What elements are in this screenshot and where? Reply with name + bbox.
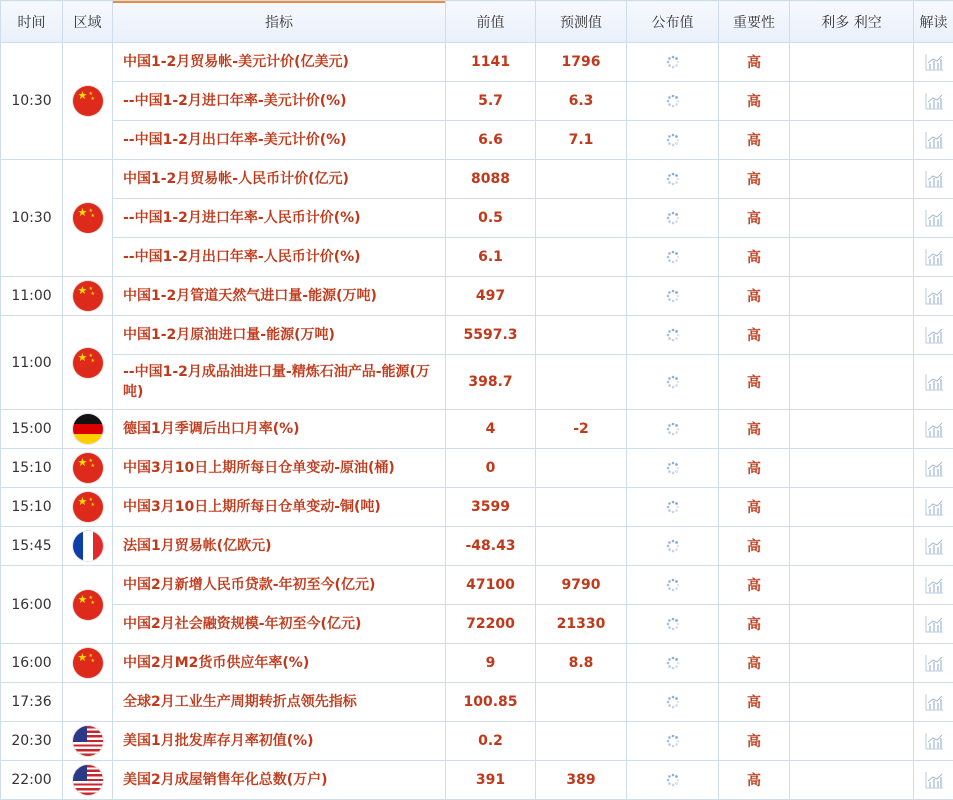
loading-spinner-icon [666, 172, 680, 186]
indicator-name[interactable]: 美国2月成屋销售年化总数(万户) [113, 761, 446, 800]
importance-level: 高 [719, 527, 790, 566]
forecast-value: 7.1 [536, 121, 627, 160]
previous-value: 0 [446, 449, 536, 488]
interpret-cell[interactable] [914, 449, 953, 488]
indicator-name[interactable]: 中国1-2月贸易帐-人民币计价(亿元) [113, 160, 446, 199]
interpret-cell[interactable] [914, 238, 953, 277]
interpret-cell[interactable] [914, 605, 953, 644]
header-bull-bear[interactable]: 利多 利空 [790, 1, 914, 43]
china-flag-icon: ★ ★ ★ [73, 590, 103, 620]
table-row [1, 199, 953, 238]
importance-level: 高 [719, 605, 790, 644]
indicator-name[interactable]: --中国1-2月出口年率-人民币计价(%) [113, 238, 446, 277]
bar-chart-icon[interactable] [924, 53, 944, 71]
bull-bear-cell [790, 683, 914, 722]
interpret-cell[interactable] [914, 761, 953, 800]
actual-value [627, 199, 719, 238]
header-interpret[interactable]: 解读 [914, 1, 953, 43]
bar-chart-icon[interactable] [924, 92, 944, 110]
indicator-name[interactable]: --中国1-2月成品油进口量-精炼石油产品-能源(万吨) [113, 355, 446, 410]
china-flag-icon: ★ ★ ★ [73, 453, 103, 483]
loading-spinner-icon [666, 539, 680, 553]
bull-bear-cell [790, 449, 914, 488]
previous-value: 0.5 [446, 199, 536, 238]
actual-value [627, 121, 719, 160]
actual-value [627, 316, 719, 355]
bar-chart-icon[interactable] [924, 420, 944, 438]
interpret-cell[interactable] [914, 527, 953, 566]
previous-value: 6.6 [446, 121, 536, 160]
bull-bear-cell [790, 43, 914, 82]
table-row [1, 43, 953, 82]
region-flag [63, 527, 113, 566]
usa-flag-icon [73, 726, 103, 756]
usa-flag-icon [73, 765, 103, 795]
importance-level: 高 [719, 722, 790, 761]
loading-spinner-icon [666, 461, 680, 475]
bar-chart-icon[interactable] [924, 170, 944, 188]
loading-spinner-icon [666, 695, 680, 709]
bull-bear-cell [790, 566, 914, 605]
forecast-value [536, 722, 627, 761]
table-row [1, 644, 953, 683]
china-flag-icon: ★ ★ ★ [73, 492, 103, 522]
interpret-cell[interactable] [914, 644, 953, 683]
forecast-value: 21330 [536, 605, 627, 644]
loading-spinner-icon [666, 422, 680, 436]
event-time: 10:30 [1, 160, 63, 277]
importance-level: 高 [719, 277, 790, 316]
importance-level: 高 [719, 644, 790, 683]
forecast-value: 6.3 [536, 82, 627, 121]
event-time: 17:36 [1, 683, 63, 722]
previous-value: 3599 [446, 488, 536, 527]
bar-chart-icon[interactable] [924, 373, 944, 391]
bar-chart-icon[interactable] [924, 771, 944, 789]
interpret-cell[interactable] [914, 683, 953, 722]
forecast-value [536, 316, 627, 355]
header-previous[interactable]: 前值 [446, 1, 536, 43]
bar-chart-icon[interactable] [924, 287, 944, 305]
header-forecast[interactable]: 预测值 [536, 1, 627, 43]
indicator-name[interactable]: 中国3月10日上期所每日仓单变动-铜(吨) [113, 488, 446, 527]
loading-spinner-icon [666, 328, 680, 342]
previous-value: -48.43 [446, 527, 536, 566]
indicator-name[interactable]: 中国1-2月原油进口量-能源(万吨) [113, 316, 446, 355]
table-row [1, 238, 953, 277]
loading-spinner-icon [666, 617, 680, 631]
china-flag-icon: ★ ★ ★ [73, 348, 103, 378]
region-flag [63, 722, 113, 761]
region-flag [63, 488, 113, 527]
event-time: 15:10 [1, 488, 63, 527]
header-actual[interactable]: 公布值 [627, 1, 719, 43]
table-row [1, 488, 953, 527]
interpret-cell[interactable] [914, 488, 953, 527]
bull-bear-cell [790, 238, 914, 277]
loading-spinner-icon [666, 289, 680, 303]
bull-bear-cell [790, 410, 914, 449]
loading-spinner-icon [666, 250, 680, 264]
previous-value: 398.7 [446, 355, 536, 410]
indicator-name[interactable]: 法国1月贸易帐(亿欧元) [113, 527, 446, 566]
importance-level: 高 [719, 683, 790, 722]
loading-spinner-icon [666, 211, 680, 225]
table-row [1, 410, 953, 449]
importance-level: 高 [719, 410, 790, 449]
indicator-name[interactable]: --中国1-2月进口年率-美元计价(%) [113, 82, 446, 121]
importance-level: 高 [719, 238, 790, 277]
loading-spinner-icon [666, 375, 680, 389]
actual-value [627, 82, 719, 121]
event-time: 20:30 [1, 722, 63, 761]
previous-value: 47100 [446, 566, 536, 605]
region-flag [63, 566, 113, 644]
actual-value [627, 160, 719, 199]
interpret-cell[interactable] [914, 160, 953, 199]
indicator-name[interactable]: --中国1-2月进口年率-人民币计价(%) [113, 199, 446, 238]
forecast-value: 1796 [536, 43, 627, 82]
forecast-value: 8.8 [536, 644, 627, 683]
bar-chart-icon[interactable] [924, 576, 944, 594]
region-flag [63, 644, 113, 683]
table-row [1, 527, 953, 566]
bull-bear-cell [790, 355, 914, 410]
france-flag-icon [73, 531, 103, 561]
table-row [1, 316, 953, 355]
forecast-value [536, 449, 627, 488]
region-flag [63, 410, 113, 449]
previous-value: 4 [446, 410, 536, 449]
forecast-value [536, 277, 627, 316]
table-row [1, 566, 953, 605]
table-row [1, 160, 953, 199]
bull-bear-cell [790, 488, 914, 527]
event-time: 22:00 [1, 761, 63, 800]
table-row [1, 605, 953, 644]
event-time: 16:00 [1, 566, 63, 644]
event-time: 11:00 [1, 277, 63, 316]
bull-bear-cell [790, 644, 914, 683]
bar-chart-icon[interactable] [924, 326, 944, 344]
interpret-cell[interactable] [914, 277, 953, 316]
region-flag [63, 277, 113, 316]
importance-level: 高 [719, 43, 790, 82]
indicator-name[interactable]: 中国2月M2货币供应年率(%) [113, 644, 446, 683]
table-row [1, 722, 953, 761]
china-flag-icon: ★ ★ ★ [73, 203, 103, 233]
interpret-cell[interactable] [914, 199, 953, 238]
bar-chart-icon[interactable] [924, 654, 944, 672]
bull-bear-cell [790, 722, 914, 761]
previous-value: 5.7 [446, 82, 536, 121]
interpret-cell[interactable] [914, 82, 953, 121]
bull-bear-cell [790, 277, 914, 316]
header-region[interactable]: 区域 [63, 1, 113, 43]
bull-bear-cell [790, 605, 914, 644]
table-row [1, 683, 953, 722]
loading-spinner-icon [666, 773, 680, 787]
interpret-cell[interactable] [914, 566, 953, 605]
header-time[interactable]: 时间 [1, 1, 63, 43]
bar-chart-icon[interactable] [924, 732, 944, 750]
forecast-value: 9790 [536, 566, 627, 605]
table-row [1, 121, 953, 160]
interpret-cell[interactable] [914, 410, 953, 449]
bull-bear-cell [790, 82, 914, 121]
importance-level: 高 [719, 121, 790, 160]
forecast-value [536, 238, 627, 277]
importance-level: 高 [719, 316, 790, 355]
bull-bear-cell [790, 160, 914, 199]
table-row [1, 82, 953, 121]
importance-level: 高 [719, 449, 790, 488]
china-flag-icon: ★ ★ ★ [73, 648, 103, 678]
forecast-value [536, 160, 627, 199]
previous-value: 8088 [446, 160, 536, 199]
bull-bear-cell [790, 761, 914, 800]
actual-value [627, 605, 719, 644]
actual-value [627, 527, 719, 566]
actual-value [627, 355, 719, 410]
bull-bear-cell [790, 527, 914, 566]
header-row [1, 1, 953, 43]
bar-chart-icon[interactable] [924, 537, 944, 555]
header-importance[interactable]: 重要性 [719, 1, 790, 43]
importance-level: 高 [719, 82, 790, 121]
forecast-value [536, 199, 627, 238]
bar-chart-icon[interactable] [924, 615, 944, 633]
region-flag [63, 449, 113, 488]
actual-value [627, 43, 719, 82]
event-time: 16:00 [1, 644, 63, 683]
actual-value [627, 644, 719, 683]
region-flag [63, 683, 113, 722]
actual-value [627, 761, 719, 800]
interpret-cell[interactable] [914, 316, 953, 355]
event-time: 15:00 [1, 410, 63, 449]
importance-level: 高 [719, 761, 790, 800]
indicator-name[interactable]: 德国1月季调后出口月率(%) [113, 410, 446, 449]
header-indicator[interactable]: 指标 [113, 1, 446, 43]
importance-level: 高 [719, 355, 790, 410]
event-time: 11:00 [1, 316, 63, 410]
bull-bear-cell [790, 121, 914, 160]
china-flag-icon: ★ ★ ★ [73, 86, 103, 116]
actual-value [627, 722, 719, 761]
actual-value [627, 449, 719, 488]
indicator-name[interactable]: 中国3月10日上期所每日仓单变动-原油(桶) [113, 449, 446, 488]
interpret-cell[interactable] [914, 722, 953, 761]
table-row [1, 277, 953, 316]
event-time: 15:10 [1, 449, 63, 488]
interpret-cell[interactable] [914, 43, 953, 82]
loading-spinner-icon [666, 94, 680, 108]
previous-value: 9 [446, 644, 536, 683]
loading-spinner-icon [666, 500, 680, 514]
region-flag [63, 43, 113, 160]
forecast-value [536, 355, 627, 410]
bull-bear-cell [790, 199, 914, 238]
previous-value: 5597.3 [446, 316, 536, 355]
actual-value [627, 566, 719, 605]
bar-chart-icon[interactable] [924, 209, 944, 227]
forecast-value: 389 [536, 761, 627, 800]
region-flag [63, 316, 113, 410]
actual-value [627, 488, 719, 527]
loading-spinner-icon [666, 55, 680, 69]
bar-chart-icon[interactable] [924, 248, 944, 266]
indicator-name[interactable]: --中国1-2月出口年率-美元计价(%) [113, 121, 446, 160]
bar-chart-icon[interactable] [924, 498, 944, 516]
previous-value: 497 [446, 277, 536, 316]
actual-value [627, 238, 719, 277]
previous-value: 391 [446, 761, 536, 800]
table-row [1, 355, 953, 410]
indicator-name[interactable]: 美国1月批发库存月率初值(%) [113, 722, 446, 761]
forecast-value [536, 527, 627, 566]
indicator-name[interactable]: 中国2月社会融资规模-年初至今(亿元) [113, 605, 446, 644]
event-time: 10:30 [1, 43, 63, 160]
table-row [1, 449, 953, 488]
forecast-value [536, 683, 627, 722]
indicator-name[interactable]: 全球2月工业生产周期转折点领先指标 [113, 683, 446, 722]
importance-level: 高 [719, 566, 790, 605]
importance-level: 高 [719, 160, 790, 199]
indicator-name[interactable]: 中国1-2月贸易帐-美元计价(亿美元) [113, 43, 446, 82]
importance-level: 高 [719, 488, 790, 527]
loading-spinner-icon [666, 578, 680, 592]
bar-chart-icon[interactable] [924, 131, 944, 149]
forecast-value [536, 488, 627, 527]
bar-chart-icon[interactable] [924, 459, 944, 477]
interpret-cell[interactable] [914, 355, 953, 410]
previous-value: 6.1 [446, 238, 536, 277]
region-flag [63, 761, 113, 800]
loading-spinner-icon [666, 656, 680, 670]
indicator-name[interactable]: 中国1-2月管道天然气进口量-能源(万吨) [113, 277, 446, 316]
table-row [1, 761, 953, 800]
previous-value: 0.2 [446, 722, 536, 761]
previous-value: 100.85 [446, 683, 536, 722]
importance-level: 高 [719, 199, 790, 238]
actual-value [627, 410, 719, 449]
previous-value: 1141 [446, 43, 536, 82]
forecast-value: -2 [536, 410, 627, 449]
actual-value [627, 277, 719, 316]
loading-spinner-icon [666, 734, 680, 748]
bar-chart-icon[interactable] [924, 693, 944, 711]
region-flag [63, 160, 113, 277]
bull-bear-cell [790, 316, 914, 355]
event-time: 15:45 [1, 527, 63, 566]
indicator-name[interactable]: 中国2月新增人民币贷款-年初至今(亿元) [113, 566, 446, 605]
actual-value [627, 683, 719, 722]
loading-spinner-icon [666, 133, 680, 147]
china-flag-icon: ★ ★ ★ [73, 281, 103, 311]
interpret-cell[interactable] [914, 121, 953, 160]
previous-value: 72200 [446, 605, 536, 644]
germany-flag-icon [73, 414, 103, 444]
